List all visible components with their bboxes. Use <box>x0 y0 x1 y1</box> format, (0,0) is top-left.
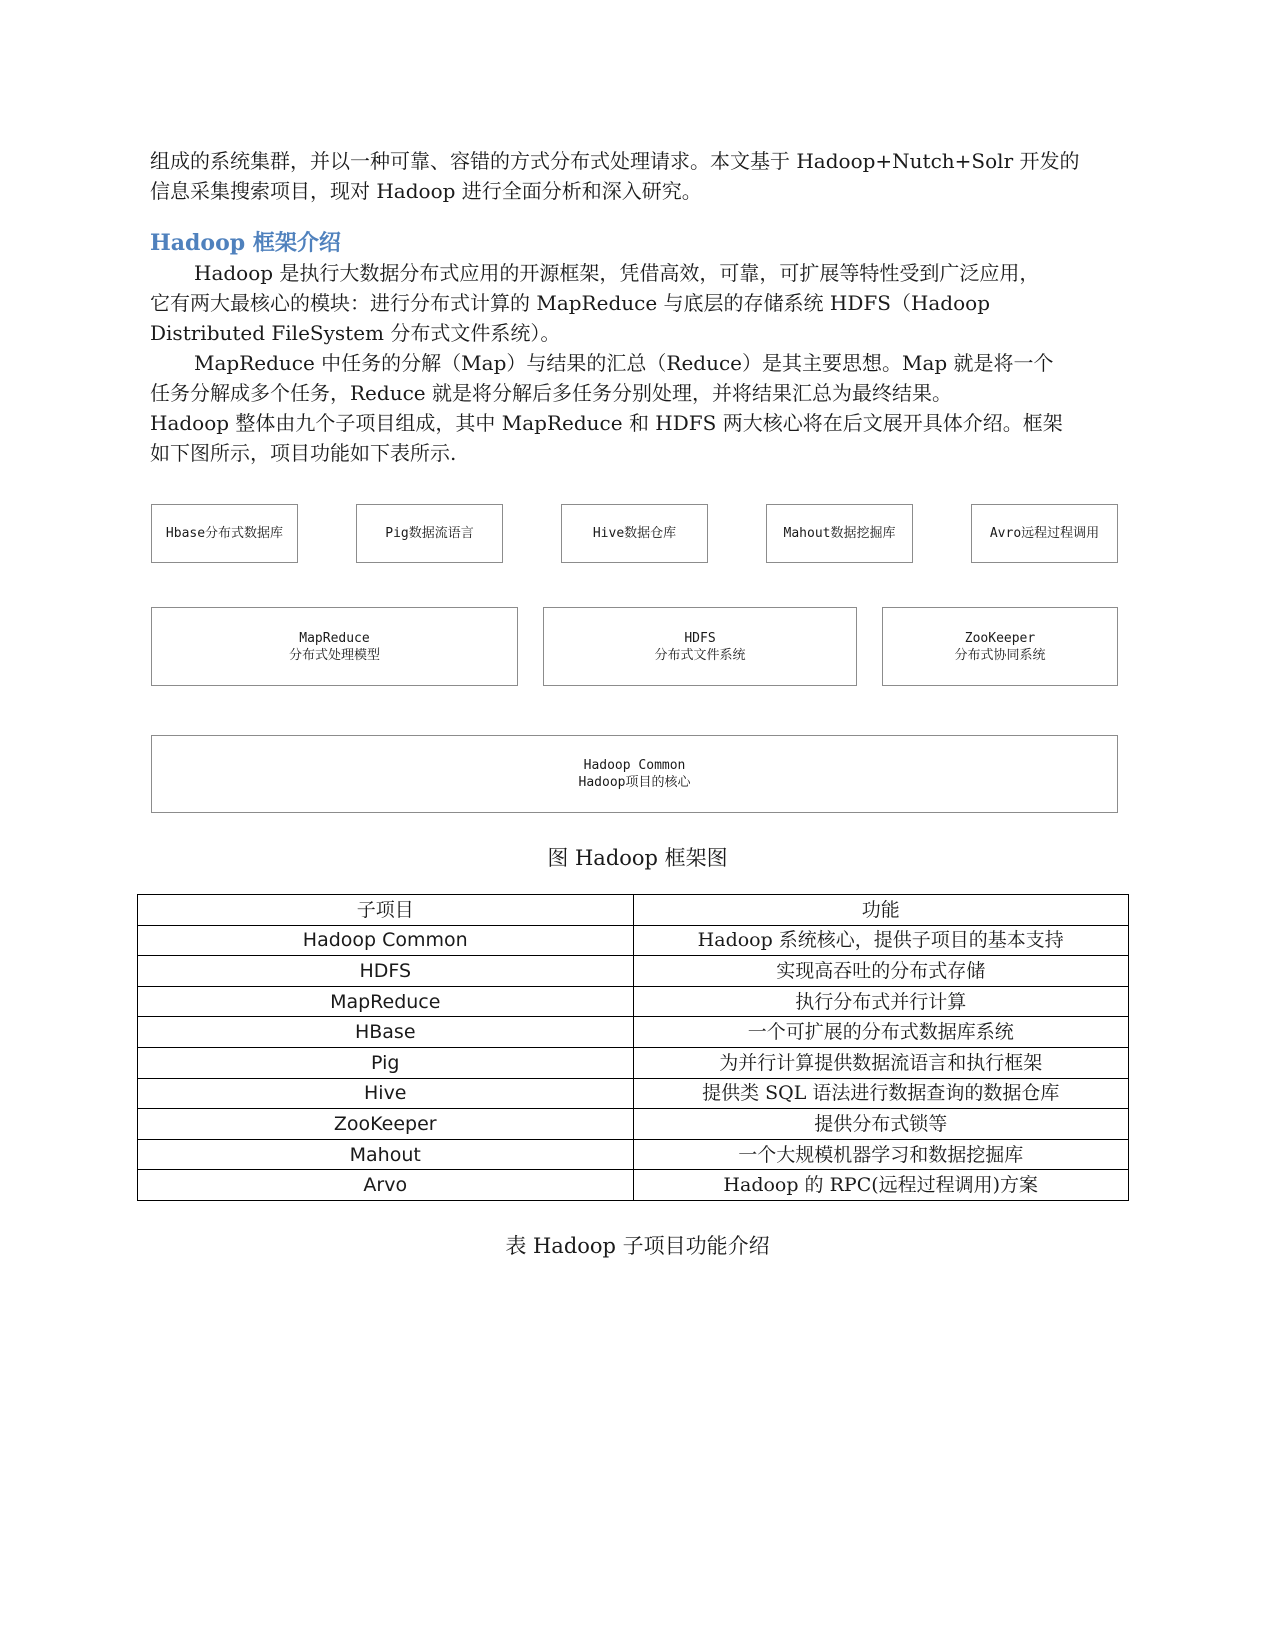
table-cell-function: 提供类 SQL 语法进行数据查询的数据仓库 <box>633 1078 1129 1109</box>
table-row <box>138 925 1129 956</box>
p2-line-1: MapReduce 中任务的分解（Map）与结果的汇总（Reduce）是其主要思想。Map 就是将一个 <box>194 351 1054 375</box>
table-row <box>138 1139 1129 1170</box>
intro-line-1: 组成的系统集群，并以一种可靠、容错的方式分布式处理请求。本文基于 Hadoop+Nutch+Solr 开发的 <box>150 149 1080 173</box>
intro-paragraph <box>150 146 1140 206</box>
table-cell-subproject: Hadoop Common <box>138 925 634 956</box>
diagram-box-hive: Hive数据仓库 <box>561 504 708 563</box>
table-cell-subproject: Mahout <box>138 1139 634 1170</box>
diagram-box-avro: Avro远程过程调用 <box>971 504 1118 563</box>
p2-line-2: 任务分解成多个任务，Reduce 就是将分解后多任务分别处理，并将结果汇总为最终结果。 <box>150 381 952 405</box>
table-cell-subproject: Pig <box>138 1047 634 1078</box>
table-caption: 表 Hadoop 子项目功能介绍 <box>505 1234 770 1258</box>
p3-line-1: Hadoop 整体由九个子项目组成，其中 MapReduce 和 HDFS 两大核心将在后文展开具体介绍。框架 <box>150 411 1063 435</box>
table-row <box>138 986 1129 1017</box>
table-cell-subproject: HDFS <box>138 956 634 987</box>
table-cell-function: 为并行计算提供数据流语言和执行框架 <box>633 1047 1129 1078</box>
table-header-function: 功能 <box>633 895 1129 926</box>
diagram-box-hbase: Hbase分布式数据库 <box>151 504 298 563</box>
diagram-box-mahout: Mahout数据挖掘库 <box>766 504 913 563</box>
table-cell-function: 一个大规模机器学习和数据挖掘库 <box>633 1139 1129 1170</box>
table-row <box>138 956 1129 987</box>
diagram-box-hdfs: HDFS 分布式文件系统 <box>543 607 857 686</box>
diagram-box-mapreduce: MapReduce 分布式处理模型 <box>151 607 518 686</box>
table-cell-subproject: Arvo <box>138 1170 634 1201</box>
table-cell-function: Hadoop 系统核心，提供子项目的基本支持 <box>633 925 1129 956</box>
table-cell-function: 一个可扩展的分布式数据库系统 <box>633 1017 1129 1048</box>
table-row <box>138 1109 1129 1140</box>
diagram-box-hadoop-common: Hadoop Common Hadoop项目的核心 <box>151 735 1118 813</box>
table-cell-subproject: Hive <box>138 1078 634 1109</box>
table-cell-function: 实现高吞吐的分布式存储 <box>633 956 1129 987</box>
paragraph-2 <box>150 348 1140 408</box>
table-cell-subproject: HBase <box>138 1017 634 1048</box>
table-cell-subproject: MapReduce <box>138 986 634 1017</box>
table-cell-function: 提供分布式锁等 <box>633 1109 1129 1140</box>
table-row <box>138 1170 1129 1201</box>
paragraph-1 <box>150 258 1140 348</box>
p3-line-2: 如下图所示，项目功能如下表所示. <box>150 441 457 465</box>
p1-line-1: Hadoop 是执行大数据分布式应用的开源框架，凭借高效，可靠，可扩展等特性受到广泛应用， <box>194 261 1040 285</box>
table-row <box>138 1017 1129 1048</box>
table-cell-subproject: ZooKeeper <box>138 1109 634 1140</box>
diagram-box-pig: Pig数据流语言 <box>356 504 503 563</box>
table-row <box>138 1047 1129 1078</box>
figure-caption: 图 Hadoop 框架图 <box>547 846 728 870</box>
paragraph-3 <box>150 408 1140 468</box>
p1-line-2: 它有两大最核心的模块：进行分布式计算的 MapReduce 与底层的存储系统 HDFS（Hadoop <box>150 291 990 315</box>
table-cell-function: 执行分布式并行计算 <box>633 986 1129 1017</box>
table-header-subproject: 子项目 <box>138 895 634 926</box>
intro-line-2: 信息采集搜索项目，现对 Hadoop 进行全面分析和深入研究。 <box>150 179 702 203</box>
table-row <box>138 1078 1129 1109</box>
diagram-box-zookeeper: ZooKeeper 分布式协同系统 <box>882 607 1118 686</box>
p1-line-3: Distributed FileSystem 分布式文件系统）。 <box>150 321 561 345</box>
table-header-row <box>138 895 1129 926</box>
subproject-table <box>137 894 1129 1201</box>
table-cell-function: Hadoop 的 RPC(远程过程调用)方案 <box>633 1170 1129 1201</box>
section-heading: Hadoop 框架介绍 <box>150 230 341 256</box>
